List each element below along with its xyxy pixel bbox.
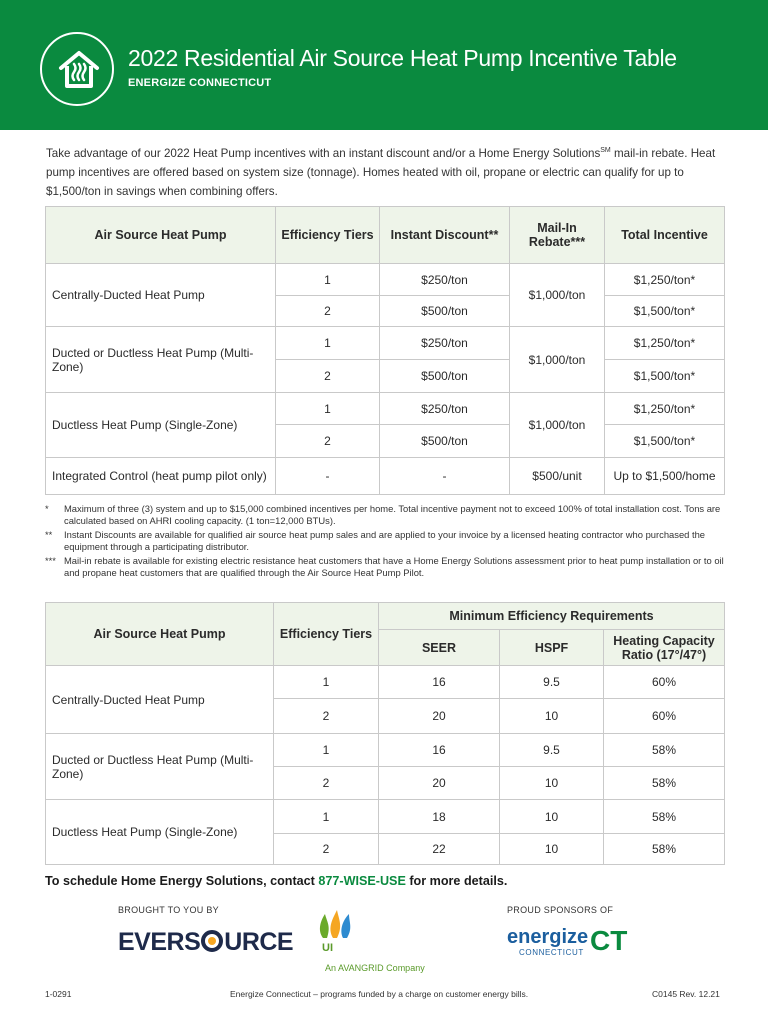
col-header: Air Source Heat Pump	[46, 207, 276, 264]
tier-cell: 2	[276, 360, 380, 393]
row-label: Ducted or Ductless Heat Pump (Multi-Zone)	[46, 734, 274, 800]
col-header-group: Minimum Efficiency Requirements	[379, 603, 725, 630]
phone-link[interactable]: 877-WISE-USE	[318, 874, 406, 888]
row-label: Ducted or Ductless Heat Pump (Multi-Zone)	[46, 327, 276, 393]
tier-cell: 2	[274, 834, 379, 865]
eversource-text-b: URCE	[224, 928, 294, 956]
col-header: SEER	[379, 630, 500, 666]
tier-cell: 1	[274, 666, 379, 699]
energize-logo-sub: CONNECTICUT	[519, 948, 584, 957]
table-header-row	[46, 603, 725, 630]
hspf-cell: 9.5	[500, 734, 604, 767]
table-header-row	[46, 207, 725, 264]
tier-cell: 1	[274, 734, 379, 767]
discount-cell: $250/ton	[380, 327, 510, 360]
seer-cell: 18	[379, 800, 500, 834]
page-title: 2022 Residential Air Source Heat Pump Incentive Table	[128, 45, 677, 71]
service-mark: SM	[600, 147, 611, 154]
col-header: Efficiency Tiers	[276, 207, 380, 264]
hspf-cell: 10	[500, 800, 604, 834]
hspf-cell: 10	[500, 834, 604, 865]
proud-label: PROUD SPONSORS OF	[507, 905, 614, 915]
total-cell: $1,500/ton*	[605, 296, 725, 327]
ratio-cell: 58%	[604, 767, 725, 800]
footnote	[45, 529, 725, 552]
table-row	[46, 666, 725, 699]
seer-cell: 16	[379, 666, 500, 699]
hspf-cell: 10	[500, 767, 604, 800]
col-header: Efficiency Tiers	[274, 603, 379, 666]
schedule-callout	[45, 874, 507, 888]
row-label: Centrally-Ducted Heat Pump	[46, 666, 274, 734]
page-subtitle: ENERGIZE CONNECTICUT	[128, 77, 272, 89]
row-label: Ductless Heat Pump (Single-Zone)	[46, 800, 274, 865]
discount-cell: $500/ton	[380, 360, 510, 393]
row-label: Centrally-Ducted Heat Pump	[46, 264, 276, 327]
footnote-mark: ***	[45, 555, 56, 567]
row-label: Ductless Heat Pump (Single-Zone)	[46, 393, 276, 458]
total-cell: Up to $1,500/home	[605, 458, 725, 495]
total-cell: $1,250/ton*	[605, 264, 725, 296]
seer-cell: 20	[379, 699, 500, 734]
seer-cell: 20	[379, 767, 500, 800]
seer-cell: 16	[379, 734, 500, 767]
tier-cell: 2	[276, 296, 380, 327]
table-row	[46, 264, 725, 296]
ratio-cell: 58%	[604, 800, 725, 834]
tier-cell: 2	[274, 767, 379, 800]
table-row	[46, 800, 725, 834]
footer-revision: C0145 Rev. 12.21	[652, 989, 720, 999]
ratio-cell: 60%	[604, 666, 725, 699]
total-cell: $1,250/ton*	[605, 327, 725, 360]
tier-cell: 1	[276, 264, 380, 296]
energize-logo-text: energize	[507, 926, 589, 948]
table-row	[46, 327, 725, 360]
discount-cell: $500/ton	[380, 425, 510, 458]
tier-cell: 1	[276, 393, 380, 425]
hspf-cell: 10	[500, 699, 604, 734]
footnote-text: Instant Discounts are available for qualified air source heat pump sales and are applied to your invoice by a licensed heating contractor who purchased the equipment through a participating distributor.	[64, 529, 706, 552]
discount-cell: -	[380, 458, 510, 495]
discount-cell: $250/ton	[380, 264, 510, 296]
tier-cell: 1	[276, 327, 380, 360]
footnote	[45, 555, 725, 578]
footnote-text: Mail-in rebate is available for existing electric resistance heat customers that have a Home Energy Solutions assessment prior to heat pump installation or to oil and propane heat customers that are qualified through the Air Source Heat Pump Pilot.	[64, 555, 724, 578]
ct-logo: CT	[590, 925, 628, 956]
col-header: Total Incentive	[605, 207, 725, 264]
table-row	[46, 458, 725, 495]
footnote-mark: **	[45, 529, 53, 541]
ui-logo-text: UI	[322, 942, 333, 954]
schedule-pre: To schedule Home Energy Solutions, contact	[45, 874, 319, 888]
house-heat-icon	[57, 48, 101, 92]
intro-text-1: Take advantage of our 2022 Heat Pump incentives with an instant discount and/or a Home Energy Solutions	[46, 146, 601, 160]
rebate-cell: $500/unit	[510, 458, 605, 495]
tier-cell: 1	[274, 800, 379, 834]
discount-cell: $500/ton	[380, 296, 510, 327]
eversource-logo	[118, 928, 293, 957]
brought-label: BROUGHT TO YOU BY	[118, 905, 219, 915]
footnote	[45, 503, 725, 526]
col-header: Heating Capacity Ratio (17°/47°)	[604, 630, 725, 666]
col-header: HSPF	[500, 630, 604, 666]
intro-paragraph	[46, 141, 736, 201]
efficiency-table	[45, 602, 725, 865]
ratio-cell: 58%	[604, 734, 725, 767]
eversource-text-a: EVERS	[118, 928, 201, 956]
total-cell: $1,250/ton*	[605, 393, 725, 425]
tier-cell: 2	[274, 699, 379, 734]
ui-flame-icon	[315, 908, 355, 942]
total-cell: $1,500/ton*	[605, 425, 725, 458]
intro-text-2: Heat pump incentives are offered based on system size (tonnage). Homes heated with oil, propane or electric can qualify for up to $1,500/ton in savings when combining offers.	[46, 146, 716, 198]
table-row	[46, 734, 725, 767]
seer-cell: 22	[379, 834, 500, 865]
logo-badge	[40, 32, 114, 106]
ratio-cell: 58%	[604, 834, 725, 865]
incentive-table	[45, 206, 725, 495]
footer-code: 1-0291	[45, 989, 72, 999]
avangrid-text: An AVANGRID Company	[325, 963, 425, 973]
rebate-cell: $1,000/ton	[510, 327, 605, 393]
footnote-text: Maximum of three (3) system and up to $15,000 combined incentives per home. Total incentive payment not to exceed 100% of total installation cost. Tons are calculated based on AHRI cooling capacity. (1 ton=12,000 BTUs).	[64, 503, 721, 526]
rebate-cell: $1,000/ton	[510, 393, 605, 458]
col-header: Air Source Heat Pump	[46, 603, 274, 666]
row-label: Integrated Control (heat pump pilot only)	[46, 458, 276, 495]
tier-cell: -	[276, 458, 380, 495]
footer-disclaimer: Energize Connecticut – programs funded by a charge on customer energy bills.	[230, 989, 529, 999]
eversource-o-icon	[201, 930, 223, 952]
col-header: Mail-In Rebate***	[510, 207, 605, 264]
header-banner	[0, 0, 768, 130]
schedule-post: for more details.	[405, 874, 508, 888]
rebate-cell: $1,000/ton	[510, 264, 605, 327]
footnotes	[45, 503, 725, 582]
discount-cell: $250/ton	[380, 393, 510, 425]
footnote-mark: *	[45, 503, 49, 514]
col-header: Instant Discount**	[380, 207, 510, 264]
table-row	[46, 393, 725, 425]
tier-cell: 2	[276, 425, 380, 458]
ratio-cell: 60%	[604, 699, 725, 734]
intro-text-1-end: mail-in rebate.	[610, 146, 688, 160]
hspf-cell: 9.5	[500, 666, 604, 699]
total-cell: $1,500/ton*	[605, 360, 725, 393]
